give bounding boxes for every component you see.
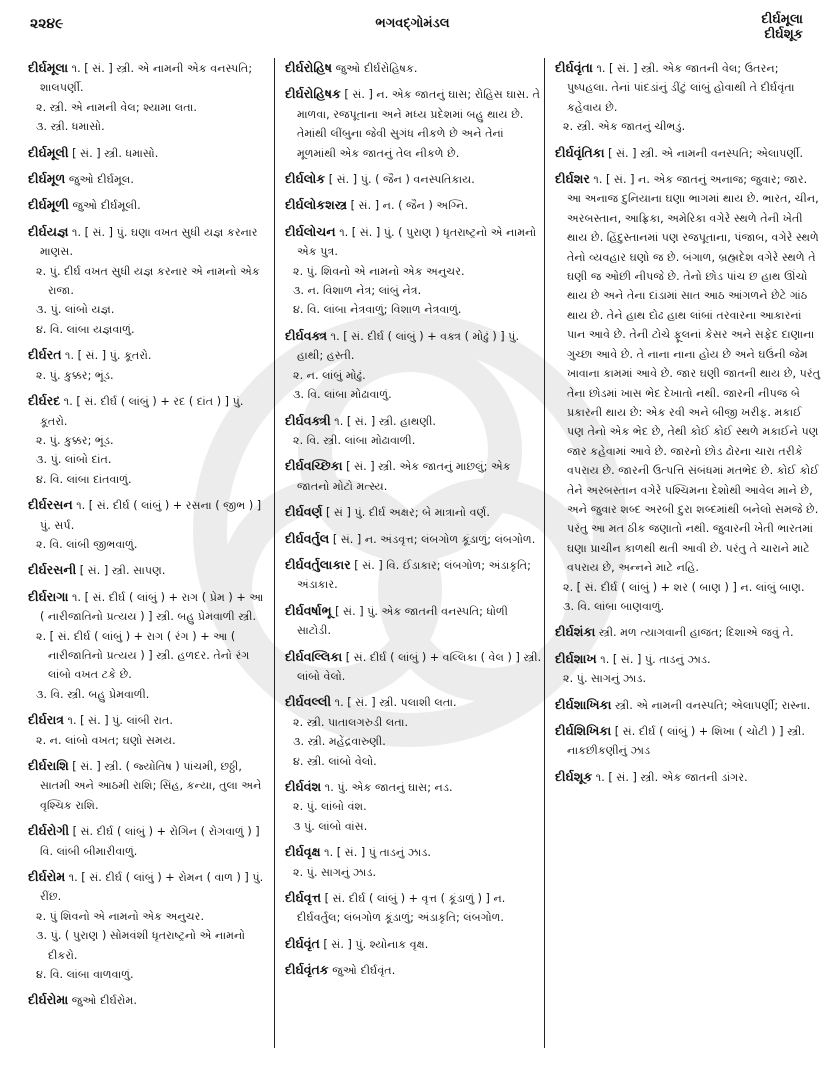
entry-sense: ૩ પું. લાંબો વાંસ. <box>293 819 368 833</box>
dictionary-entry <box>285 456 545 496</box>
dictionary-entry <box>555 169 821 616</box>
entry-headword: દીર્ઘવર્ષાભૂ <box>285 602 332 618</box>
dictionary-entry <box>285 195 545 215</box>
entry-definition: જુઓ દીર્ઘમૂલ. <box>68 173 134 187</box>
entry-headword: દીર્ઘલોક <box>285 171 326 187</box>
entry-sense: ૨. પું. સાગનું ઝાડ. <box>563 672 647 686</box>
entry-headword: દીર્ઘશિખિકા <box>555 723 612 738</box>
dictionary-entry <box>28 560 266 580</box>
entry-sense: ૨. પું. લાંબો વંશ. <box>293 800 367 814</box>
entry-definition: ૧. [ સં. દીર્ઘ ( લાંબું ) + રદ ( દાંત ) ] પું. કૂતરો. <box>40 395 244 428</box>
entry-headword: દીર્ઘરાત્ર <box>28 712 64 728</box>
entry-headword: દીર્ઘશૂક <box>555 768 593 784</box>
entry-headword: દીર્ઘમૂલી <box>28 144 69 160</box>
entry-definition: સ્ત્રી. મળ ત્યાગવાની હાજત; દિશાએ જવું તે. <box>598 626 794 640</box>
entry-headword: દીર્ઘશાખિકા <box>555 696 612 712</box>
dictionary-entry <box>28 169 266 189</box>
entry-first-line <box>555 622 821 642</box>
dictionary-entry <box>555 721 821 761</box>
entry-headword: દીર્ઘલોચન <box>285 223 336 239</box>
entry-definition: જુઓ દીર્ઘમૂલી. <box>72 199 141 213</box>
entry-definition: ૧. [ સં. ] પું. ઘણા વખત સુધી યજ્ઞ કરનાર માણસ. <box>40 225 258 259</box>
dictionary-entry <box>285 777 545 836</box>
entry-first-line <box>285 502 545 522</box>
entry-sense: ૪. વિ. લાંબા નેત્રવાળું; વિશાળ નેત્રવાળું. <box>293 303 462 317</box>
dictionary-entry <box>28 495 266 554</box>
dictionary-entry <box>285 888 545 928</box>
dictionary-entry <box>28 821 266 861</box>
entry-definition: ૧. [ સં. ] સ્ત્રી. એક જાતની વેલ; ઉતરન; પુષ્પહલા. તેનાં પાંદડાંનું ડીંટું લાંબું હોવાથી તે દીર્ઘવૃંતા કહેવાય છે. <box>567 62 795 114</box>
entry-headword: દીર્ઘવર્તુલાકાર <box>285 556 351 572</box>
entry-headword: દીર્ઘરાગા <box>28 588 69 604</box>
entry-sense: ૩. વિ. લાંબા બાણવાળું. <box>563 599 665 613</box>
entry-sense: ૨. [ સં. દીર્ઘ ( લાંબું ) + રાગ ( રંગ ) + આ ( નારીજાતિનો પ્રત્યય ) ] સ્ત્રી. હળદર. તેનો રંગ લાંબો વખત ટકે છે. <box>36 629 250 682</box>
entry-first-line <box>285 888 545 928</box>
entry-first-line <box>285 842 545 862</box>
dictionary-entry <box>285 326 545 405</box>
entry-definition: [ સં. ] પું. શ્યોનાક વૃક્ષ. <box>323 937 429 951</box>
entry-definition: જુઓ દીર્ઘરોહિષક. <box>335 62 418 75</box>
dictionary-entry <box>555 695 821 715</box>
entry-sense: ૩. વિ. સ્ત્રી. બહુ પ્રેમવાળી. <box>36 687 150 701</box>
entry-headword: દીર્ઘવૃંત <box>285 935 320 951</box>
entry-headword: દીર્ઘવંશ <box>285 779 322 794</box>
entry-first-line <box>28 990 266 1010</box>
entry-first-line <box>28 756 266 815</box>
entry-definition: ૧. [ સં. ] સ્ત્રી. હાથણી. <box>334 414 436 428</box>
entry-definition: જુઓ દીર્ઘવૃંત. <box>332 964 396 978</box>
entry-headword: દીર્ઘરસની <box>28 562 77 578</box>
entry-headword: દીર્ઘરાશિ <box>28 758 69 773</box>
dictionary-entry <box>28 990 266 1010</box>
entry-headword: દીર્ઘરોમા <box>28 992 69 1008</box>
entry-first-line <box>285 529 545 549</box>
entry-definition: ૧. [ સં. દીર્ઘ ( લાંબું ) + રોમન ( વાળ ) ] પું. રીંછ. <box>40 871 264 904</box>
entry-sense: ૪. વિ. લાંબા દાંતવાળું. <box>36 472 132 486</box>
dictionary-entry <box>28 756 266 815</box>
dictionary-entry <box>285 960 545 980</box>
entry-definition: [ સં. દીર્ઘ ( લાંબું ) + વલ્લિકા ( વેલ ) ] સ્ત્રી. લાંબો વેલો. <box>297 650 542 683</box>
dictionary-entry <box>555 58 821 137</box>
entry-first-line <box>28 58 266 98</box>
entry-sense: ૨. પું. સાગનું ઝાડ. <box>293 865 377 879</box>
entry-first-line <box>285 555 545 595</box>
entry-sense: ૪. વિ. લાંબા વાળવાળું. <box>36 968 134 982</box>
entry-definition: જુઓ દીર્ઘરોમ. <box>71 994 137 1008</box>
entry-headword: દીર્ઘવૃંતિકા <box>555 144 605 160</box>
entry-sense: ૨. વિ. લાંબી જીભવાળું. <box>36 537 138 551</box>
dictionary-entry <box>555 143 821 163</box>
entry-headword: દીર્ઘશંકા <box>555 624 596 640</box>
running-title: ભગવદ્ગોમંડલ <box>375 16 450 31</box>
entry-first-line <box>285 411 545 431</box>
entry-definition: ૧. [ સં. દીર્ઘ ( લાંબું ) + વક્ત્ર ( મોઢું ) ] પું. હાથી; હસ્તી. <box>297 329 520 363</box>
dictionary-entry <box>285 692 545 771</box>
entry-definition: [ સં ] પું. દીર્ઘ અક્ષર; બે માત્રાનો વર્ણ. <box>325 506 490 520</box>
dictionary-entry <box>28 867 266 984</box>
entry-definition: ૧. [ સં. ] પું. કૂતરો. <box>65 349 152 363</box>
entry-sense: ૨. વિ. સ્ત્રી. લાંબા મોઢાવાળી. <box>293 433 416 447</box>
entry-headword: દીર્ઘમૂલા <box>28 60 69 75</box>
dictionary-entry <box>285 647 545 687</box>
entry-sense: ૩. ન. વિશાળ નેત્ર; લાંબું નેત્ર. <box>293 284 422 298</box>
entry-first-line <box>28 821 266 861</box>
entry-first-line <box>555 721 821 761</box>
entry-first-line <box>28 495 266 535</box>
entry-headword: દીર્ઘવૃંતા <box>555 60 593 75</box>
entry-definition: [ સં. ] સ્ત્રી. એક જાતનું માછલું; એક જાતનો મોટો મત્સ્ય. <box>297 460 511 493</box>
entry-first-line <box>285 169 545 189</box>
entry-headword: દીર્ઘવલ્લી <box>285 694 332 710</box>
dictionary-entry <box>285 529 545 549</box>
entry-headword: દીર્ઘવૃંતક <box>285 962 329 978</box>
entry-headword: દીર્ઘરત <box>28 347 62 363</box>
entry-definition: [ સં. ] પું. એક જાતની વનસ્પતિ; ધોળી સાટોડી. <box>297 604 508 638</box>
entry-definition: [ સં. ] વિ. ઈંડાકાર; લંબગોળ; અંડાકૃતિ; અંડાકાર. <box>297 558 531 592</box>
entry-headword: દીર્ઘવર્ણ <box>285 504 323 520</box>
entry-definition: [ સં. ] પું. ( જૈન ) વનસ્પતિકાય. <box>328 173 475 187</box>
entry-headword: દીર્ઘવક્ત્રી <box>285 412 331 428</box>
dictionary-entry <box>555 767 821 787</box>
entry-first-line <box>285 326 545 366</box>
page-number: ૨૨૪૯ <box>30 16 64 32</box>
entry-headword: દીર્ઘયજ્ઞ <box>28 223 69 239</box>
dictionary-entry <box>285 934 545 954</box>
entry-definition: ૧. [ સં. ] સ્ત્રી. એ નામની એક વનસ્પતિ; શાલપર્ણી. <box>40 62 253 95</box>
entry-definition: [ સં. ] ન. ( જૈન ) અગ્નિ. <box>350 199 469 213</box>
entry-first-line <box>285 960 545 980</box>
entry-first-line <box>28 169 266 189</box>
entry-headword: દીર્ઘમૂળ <box>28 171 66 187</box>
entry-first-line <box>28 867 266 907</box>
dictionary-entry <box>28 587 266 704</box>
entry-sense: ૨. ન. લાંબું મોઢું. <box>293 368 366 382</box>
page-header <box>0 12 825 56</box>
entry-sense: ૨. ન. લાંબો વખત; ઘણો સમય. <box>36 733 176 747</box>
entry-first-line <box>28 345 266 365</box>
entry-definition: [ સં. ] સ્ત્રી. ( જ્યોતિષ ) પાંચમી, છઠ્ઠી, સાતમી અને આઠમી રાશિ; સિંહ, કન્યા, તુલા અને વૃશ્ચિક રાશિ. <box>40 760 262 812</box>
entry-definition: ૧. [ સં. ] પું. ( પુરાણ ) ધૃતરાષ્ટ્રનો એ નામનો એક પુત્ર. <box>297 225 537 259</box>
dictionary-entry <box>28 143 266 163</box>
entry-first-line <box>285 58 545 78</box>
entry-definition: સ્ત્રી. એ નામની વનસ્પતિ; એલાપર્ણી; રાસ્ના. <box>614 698 811 712</box>
dictionary-entry <box>28 391 266 489</box>
entry-headword: દીર્ઘલોકશસ્ત્ર <box>285 197 348 213</box>
entry-sense: ૪. વિ. લાંબા યજ્ઞવાળું. <box>36 322 135 336</box>
entry-sense: ૨. પું શિવનો એ નામનો એક અનુચર. <box>36 909 205 923</box>
dictionary-entry <box>285 502 545 522</box>
guide-word-first: દીર્ઘમૂલા <box>761 12 803 27</box>
dictionary-entry <box>285 555 545 595</box>
dictionary-entry <box>28 195 266 215</box>
entry-first-line <box>28 222 266 262</box>
dictionary-entry <box>285 842 545 882</box>
entry-sense: ૩. પું. ( પુરાણ ) સોમવંશી ધૃતરાષ્ટ્રનો એ નામનો દીકરો. <box>36 929 246 962</box>
entry-definition: ૧. [ સં. ] પું તાડનું ઝાડ. <box>324 846 431 860</box>
entry-first-line <box>555 767 821 787</box>
entry-sense: ૨. [ સં. દીર્ઘ ( લાંબું ) + શર ( બાણ ) ] ન. લાંબું બાણ. <box>563 580 805 594</box>
entry-headword: દીર્ઘશાખ <box>555 650 597 666</box>
entry-sense: ૨. સ્ત્રી. પાતાલગરુડી લતા. <box>293 715 409 729</box>
entry-sense: ૨. પું. કુક્કર; ભૂંડ. <box>36 368 114 382</box>
entry-first-line <box>555 143 821 163</box>
entry-headword: દીર્ઘમૂળી <box>28 197 69 213</box>
column-1 <box>28 58 266 1048</box>
entry-definition: [ સં. ] ન. એક જાતનું ઘાસ; રોહિસ ઘાસ. તે માળવા, રજપૂતાના અને મધ્ય પ્રદેશમાં બહુ થાય છે. તેમાંથી લીંબુના જેવી સુગંધ નીકળે છે અને તેનાં મૂળમાંથી એક જાતનું તેલ નીકળે છે. <box>297 88 541 160</box>
entry-definition: [ સં. દીર્ઘ ( લાંબું ) + શિખા ( ચોટી ) ] સ્ત્રી. નાકછીકણીનું ઝાડ <box>567 725 805 758</box>
dictionary-entry <box>555 622 821 642</box>
entry-headword: દીર્ઘરોહિષક <box>285 86 341 102</box>
entry-sense: ૨. સ્ત્રી. એક જાતનું ચીભડું. <box>563 120 686 134</box>
entry-definition: ૧. [ સં. ] ન. એક જાતનું અનાજ; જુવાર; જાર. આ અનાજ દુનિયાના ઘણા ભાગમાં થાય છે. ભારત, ચીન, અરબસ્તાન, આફ્રિકા, અમેરિકા વગેરે સ્થળે તેની ખેતી થાય છે. હિંદુસ્તાનમાં પણ રજપૂતાના, પંજાબ, વગેરે સ્થળે તેનો વ્યવહાર ઘણો જ છે. બંગાળ, બ્રહ્મદેશ વગેરે સ્થળે તે ઘણી જ ઓછી નીપજે છે. તેનો છોડ પાંચ છ હાથ ઊંચો થાય છે અને તેના દાંડામાં સાત આઠ આંગળને છેટે ગાંઠ થાય છે. તેને હાથ દોઢ હાથ લાંબાં તરવારના આકારનાં પાન આવે છે. તેની ટોચે ફૂલનાં કેસર અને સફેદ દાણાના ગુચ્છા આવે છે. તે નાના નાના હોય છે અને ઘઉંની જેમ ખાવાના કામમાં આવે છે. જાર ઘણી જાતની થાય છે, પરંતુ તેના છોડમાં ખાસ ભેદ દેખાતો નથી. જારની નીપજ બે પ્રકારની થાય છે: એક રવી અને બીજી ખરીફ. મકાઈ પણ તેનો એક ભેદ છે, તેથી કોઈ કોઈ સ્થળે મકાઈને પણ જાર કહેવામાં આવે છે. જારનો છોડ ઢોરના ચારા તરીકે વપરાય છે. જારની ઉત્પત્તિ સંબંધમાં મતભેદ છે. કોઈ કોઈ તેને અરબસ્તાન વગેરે પશ્ચિમના દેશોથી આવેલ માને છે, અને જુવાર શબ્દ અરબી દુરા શબ્દમાંથી બનેલો સમજે છે. પરંતુ આ મત ઠીક જણાતો નથી. જુવારની ખેતી ભારતમાં ઘણા પ્રાચીન કાળથી થતી આવી છે. પરંતુ તે ચારાને માટે વપરાય છે, અન્નને માટે નહિ. <box>567 173 821 575</box>
entry-first-line <box>28 560 266 580</box>
entry-headword: દીર્ઘશર <box>555 171 590 187</box>
entry-definition: ૧. [ સં. ] પું. તાડનું ઝાડ. <box>600 652 711 666</box>
entry-headword: દીર્ઘવક્ત્ર <box>285 327 328 343</box>
entry-first-line <box>285 777 545 797</box>
entry-sense: ૩. સ્ત્રી. ધમાસો. <box>36 120 105 134</box>
entry-first-line <box>285 84 545 163</box>
entry-definition: [ સં. દીર્ઘ ( લાંબું ) + વૃત્ત ( કૂંડાળું ) ] ન. દીર્ઘવર્તુલ; લંબગોળ કૂંડાળું; અંડાકૃતિ; લંબગોળ. <box>297 892 506 925</box>
dictionary-entry <box>28 222 266 339</box>
entry-first-line <box>285 456 545 496</box>
entry-first-line <box>285 222 545 262</box>
entry-definition: [ સં. દીર્ઘ ( લાંબું ) + રોગિન ( રોગવાળું ) ] વિ. લાંબી બીમારીવાળું. <box>40 825 260 858</box>
entry-first-line <box>285 647 545 687</box>
entry-first-line <box>555 58 821 117</box>
entry-headword: દીર્ઘવચ્છિકા <box>285 458 343 474</box>
entry-headword: દીર્ઘવર્તુલ <box>285 530 330 546</box>
entry-first-line <box>28 143 266 163</box>
dictionary-entry <box>285 84 545 163</box>
entry-sense: ૨. પું. શિવનો એ નામનો એક અનુચર. <box>293 264 465 278</box>
entry-headword: દીર્ઘવલ્લિકા <box>285 648 343 664</box>
dictionary-entry <box>285 58 545 78</box>
guide-words <box>761 12 803 42</box>
column-3 <box>544 58 821 1048</box>
entry-first-line <box>285 195 545 215</box>
dictionary-entry <box>285 601 545 641</box>
entry-sense: ૩. વિ. લાંબા મોઢાવાળું. <box>293 388 392 402</box>
entry-first-line <box>555 649 821 669</box>
entry-headword: દીર્ઘરસન <box>28 497 73 513</box>
dictionary-entry <box>285 222 545 320</box>
entry-first-line <box>28 391 266 431</box>
dictionary-entry <box>285 411 545 451</box>
guide-word-last: દીર્ઘશૂક <box>764 27 803 42</box>
entry-first-line <box>28 710 266 730</box>
entry-headword: દીર્ઘરોગી <box>28 823 70 839</box>
entry-first-line <box>285 601 545 641</box>
entry-sense: ૩. પું. લાંબો દાંત. <box>36 453 112 467</box>
entry-first-line <box>555 695 821 715</box>
entry-definition: ૧. [ સં. દીર્ઘ ( લાંબું ) + રસના ( જીભ ) ] પું. સર્પ. <box>40 499 262 532</box>
entry-sense: ૨. પું. દીર્ઘ વખત સુધી યજ્ઞ કરનાર એ નામનો એક રાજા. <box>36 264 260 298</box>
entry-definition: ૧. [ સં. ] સ્ત્રી. પલાશી લતા. <box>334 696 457 710</box>
entry-headword: દીર્ઘરદ <box>28 393 61 409</box>
entry-sense: ૨. સ્ત્રી. એ નામની વેલ; શ્યામા લતા. <box>36 100 197 114</box>
entry-definition: ૧. પું. એક જાતનું ઘાસ; નડ. <box>324 781 453 794</box>
entry-definition: ૧. [ સં. ] પું. લાંબી રાત. <box>67 714 173 728</box>
entry-definition: [ સં. ] ન. અંડવૃત્ત; લંબગોળ કૂંડાળું; લંબગોળ. <box>332 532 536 546</box>
entry-headword: દીર્ઘરોહિષ <box>285 60 333 75</box>
entry-headword: દીર્ઘરોમ <box>28 869 66 885</box>
entry-first-line <box>555 169 821 578</box>
entry-first-line <box>28 587 266 627</box>
entry-headword: દીર્ઘવૃત્ત <box>285 890 322 906</box>
entry-definition: ૧. [ સં. ] સ્ત્રી. એક જાતની ડાંગર. <box>595 770 748 784</box>
dictionary-entry <box>555 649 821 689</box>
entry-definition: ૧. [ સં. દીર્ઘ ( લાંબું ) + રાગ ( પ્રેમ ) + આ ( નારીજાતિનો પ્રત્યય ) ] સ્ત્રી. બહુ પ્રેમવાળી સ્ત્રી. <box>40 590 264 624</box>
entry-definition: [ સં. ] સ્ત્રી. ધમાસો. <box>72 146 159 160</box>
entry-definition: [ સં. ] સ્ત્રી. એ નામની વનસ્પતિ; એલાપર્ણી. <box>608 146 803 160</box>
entry-headword: દીર્ઘવૃક્ષ <box>285 844 321 860</box>
dictionary-entry <box>28 710 266 750</box>
dictionary-columns <box>28 58 821 1058</box>
dictionary-entry <box>285 169 545 189</box>
entry-sense: ૩. પું. લાંબો યજ્ઞ. <box>36 303 115 317</box>
entry-first-line <box>285 934 545 954</box>
dictionary-entry <box>28 345 266 385</box>
entry-first-line <box>28 195 266 215</box>
entry-sense: ૩. સ્ત્રી. મહેંદ્રવારુણી. <box>293 735 386 749</box>
dictionary-entry <box>28 58 266 137</box>
entry-sense: ૨. પું. કુક્કર; ભૂંડ. <box>36 433 114 447</box>
column-2 <box>274 58 545 1048</box>
entry-definition: [ સં. ] સ્ત્રી. સાપણ. <box>79 564 166 578</box>
entry-sense: ૪. સ્ત્રી. લાંબો વેલો. <box>293 754 377 768</box>
entry-first-line <box>285 692 545 712</box>
